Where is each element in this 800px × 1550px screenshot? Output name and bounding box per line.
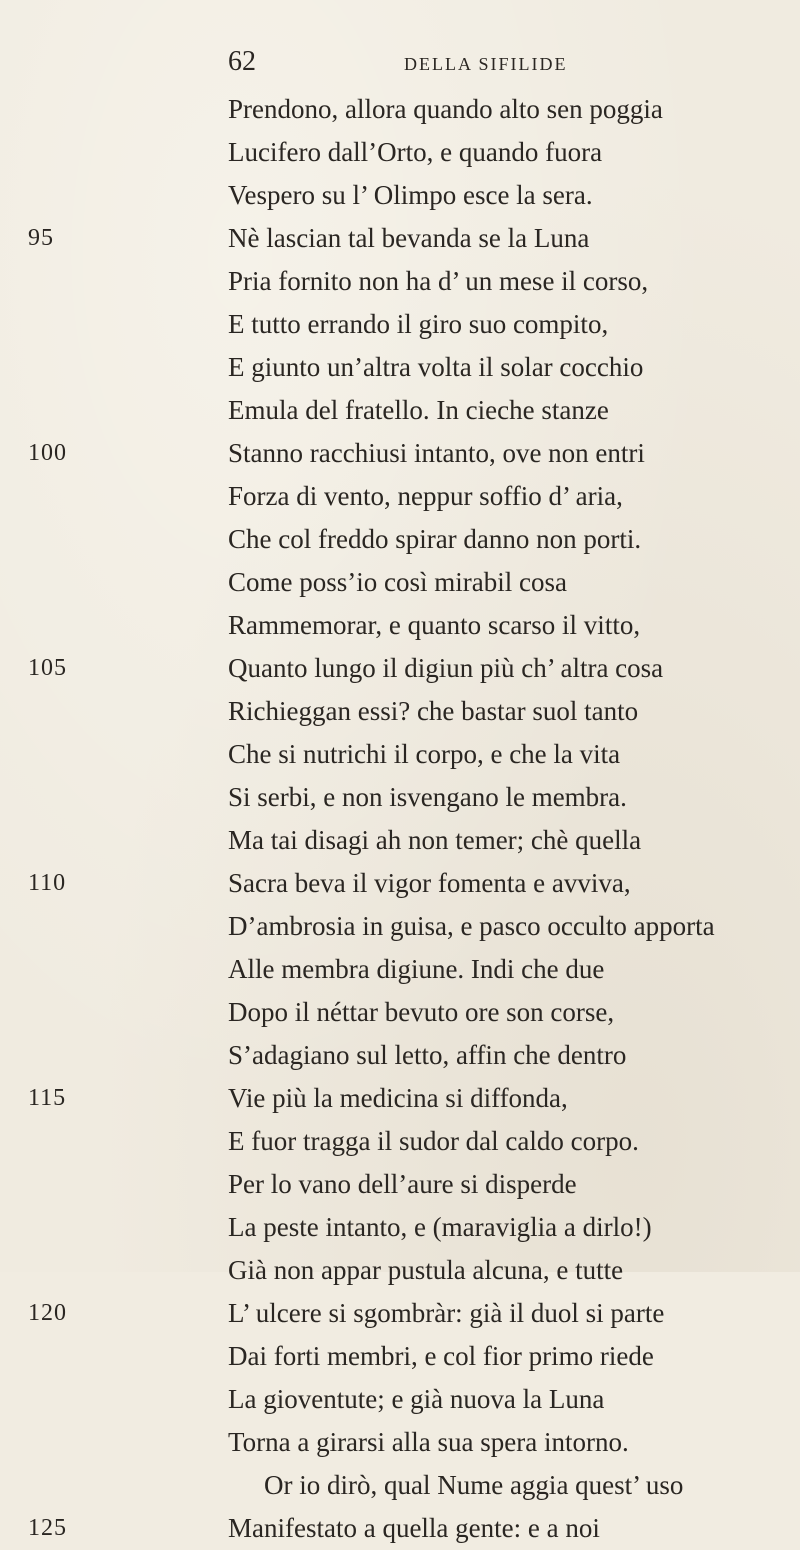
verse-text: Sacra beva il vigor fomenta e avviva, <box>228 868 631 898</box>
verse-text: Or io dirò, qual Nume aggia quest’ uso <box>264 1470 684 1500</box>
verse-line <box>228 518 788 561</box>
verse-line <box>228 776 788 819</box>
page-header <box>228 44 708 80</box>
verse-text: Vespero su l’ Olimpo esce la sera. <box>228 180 593 210</box>
verse-line <box>228 1421 788 1464</box>
verse-line <box>228 88 788 131</box>
verse-text: Torna a girarsi alla sua spera intorno. <box>228 1427 629 1457</box>
verse-text: La gioventute; e già nuova la Luna <box>228 1384 605 1414</box>
verse-line <box>228 1163 788 1206</box>
verse-text: Per lo vano dell’aure si disperde <box>228 1169 577 1199</box>
verse-line <box>228 260 788 303</box>
verse-line <box>228 1335 788 1378</box>
verse-text: E fuor tragga il sudor dal caldo corpo. <box>228 1126 639 1156</box>
verse-text: Che si nutrichi il corpo, e che la vita <box>228 739 621 769</box>
page-number: 62 <box>228 46 256 77</box>
verse-text: Lucifero dall’Orto, e quando fuora <box>228 137 603 167</box>
verse-text: Forza di vento, neppur soffio d’ aria, <box>228 481 623 511</box>
verse-line <box>228 948 788 991</box>
verse-line <box>228 561 788 604</box>
verse-line <box>228 475 788 518</box>
verse-line <box>228 604 788 647</box>
line-number: 95 <box>28 225 54 251</box>
verse-line <box>228 1120 788 1163</box>
verse-text: Quanto lungo il digiun più ch’ altra cosa <box>228 653 664 683</box>
verse-text: La peste intanto, e (maraviglia a dirlo!) <box>228 1212 652 1242</box>
verse-text: Che col freddo spirar danno non porti. <box>228 524 642 554</box>
verse-text: Ma tai disagi ah non temer; chè quella <box>228 825 642 855</box>
line-number: 120 <box>28 1300 67 1326</box>
verse-line <box>28 1507 788 1550</box>
verse-line <box>228 819 788 862</box>
verse-line <box>228 991 788 1034</box>
verse-text: L’ ulcere si sgombràr: già il duol si parte <box>228 1298 665 1328</box>
verse-line <box>228 1206 788 1249</box>
verse-line <box>28 1292 788 1335</box>
line-number: 105 <box>28 655 67 681</box>
verse-line <box>228 131 788 174</box>
verse-line <box>228 1034 788 1077</box>
verse-line <box>228 1249 788 1292</box>
verse-line <box>228 905 788 948</box>
verse-line <box>228 303 788 346</box>
verse-line <box>28 217 788 260</box>
verse-text: Dai forti membri, e col fior primo riede <box>228 1341 654 1371</box>
verse-line <box>28 862 788 905</box>
verse-line <box>228 1464 788 1507</box>
verse-text: D’ambrosia in guisa, e pasco occulto apporta <box>228 911 715 941</box>
verse-text: Dopo il néttar bevuto ore son corse, <box>228 997 615 1027</box>
running-title: DELLA SIFILIDE <box>404 54 568 74</box>
verse-line <box>228 346 788 389</box>
verse-text: Stanno racchiusi intanto, ove non entri <box>228 438 645 468</box>
verse-line <box>228 174 788 217</box>
verse-text: S’adagiano sul letto, affin che dentro <box>228 1040 627 1070</box>
verse-text: Manifestato a quella gente: e a noi <box>228 1513 600 1543</box>
verse-block <box>28 88 788 1550</box>
line-number: 125 <box>28 1515 67 1541</box>
verse-line <box>228 389 788 432</box>
verse-line <box>228 733 788 776</box>
verse-text: Vie più la medicina si diffonda, <box>228 1083 568 1113</box>
verse-text: E tutto errando il giro suo compito, <box>228 309 609 339</box>
verse-text: Emula del fratello. In cieche stanze <box>228 395 609 425</box>
verse-text: Prendono, allora quando alto sen poggia <box>228 94 663 124</box>
verse-line <box>28 647 788 690</box>
verse-text: Pria fornito non ha d’ un mese il corso, <box>228 266 649 296</box>
verse-text: Rammemorar, e quanto scarso il vitto, <box>228 610 641 640</box>
line-number: 110 <box>28 870 67 896</box>
verse-text: Come poss’io così mirabil cosa <box>228 567 567 597</box>
line-number: 115 <box>28 1085 67 1111</box>
verse-line <box>28 432 788 475</box>
verse-text: Alle membra digiune. Indi che due <box>228 954 605 984</box>
verse-line <box>228 1378 788 1421</box>
verse-text: Nè lascian tal bevanda se la Luna <box>228 223 590 253</box>
verse-text: E giunto un’altra volta il solar cocchio <box>228 352 644 382</box>
verse-line <box>228 690 788 733</box>
verse-line <box>28 1077 788 1120</box>
line-number: 100 <box>28 440 67 466</box>
verse-text: Richieggan essi? che bastar suol tanto <box>228 696 639 726</box>
verse-text: Si serbi, e non isvengano le membra. <box>228 782 627 812</box>
verse-text: Già non appar pustula alcuna, e tutte <box>228 1255 624 1285</box>
